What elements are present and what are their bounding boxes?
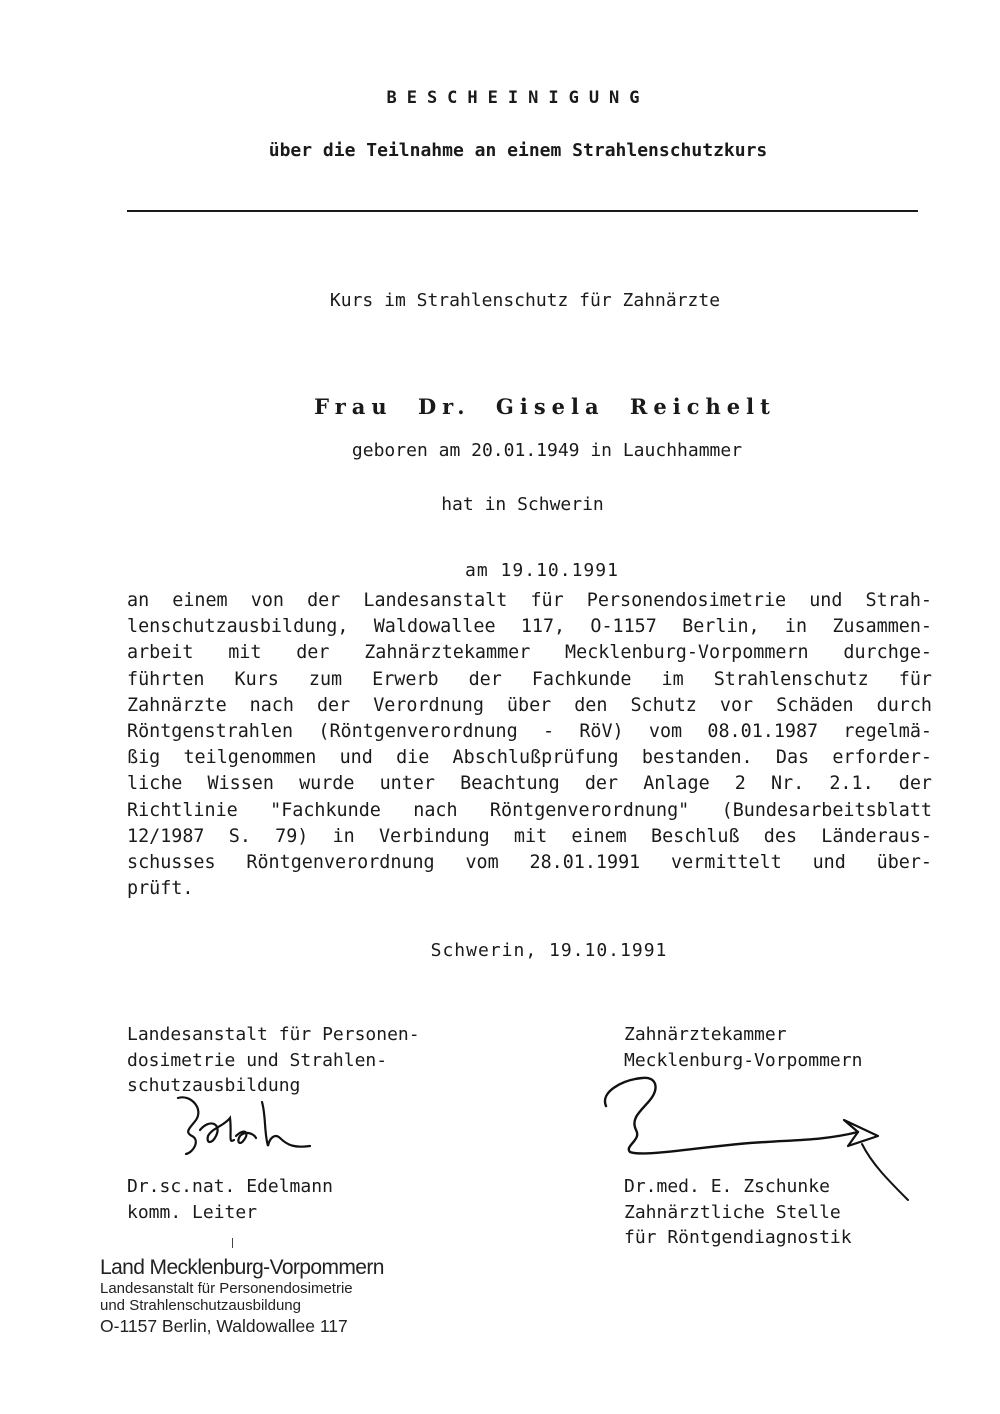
body-line: an einem von der Landesanstalt für Personendosimetrie und Strah- <box>127 590 932 611</box>
stamp-line: Land Mecklenburg-Vorpommern <box>100 1256 384 1279</box>
certificate-body <box>127 588 932 902</box>
body-line: Richtlinie "Fachkunde nach Röntgenverordnung" (Bundesarbeitsblatt <box>127 799 932 821</box>
title-divider <box>127 210 918 212</box>
course-name: Kurs im Strahlenschutz für Zahnärzte <box>329 290 721 311</box>
stamp-mark <box>232 1238 233 1248</box>
body-line: Röntgenstrahlen (Röntgenverordnung - RöV) vom 08.01.1987 regelmä- <box>127 721 932 743</box>
document-subtitle: über die Teilnahme an einem Strahlenschutzkurs <box>268 140 768 161</box>
signer-name: Dr.sc.nat. Edelmann <box>127 1176 333 1197</box>
right-organization <box>624 1022 862 1073</box>
place-line: hat in Schwerin <box>441 494 604 515</box>
org-line: Landesanstalt für Personen- <box>127 1024 420 1045</box>
body-line: arbeit mit der Zahnärztekammer Mecklenburg-Vorpommern durchge- <box>127 642 932 664</box>
org-line: dosimetrie und Strahlen- <box>127 1049 388 1071</box>
signer-title: komm. Leiter <box>127 1201 258 1223</box>
body-line: schusses Röntgenverordnung vom 28.01.1991 vermittelt und über- <box>127 852 932 874</box>
course-date: am 19.10.1991 <box>465 560 619 581</box>
signer-title: für Röntgendiagnostik <box>624 1227 852 1248</box>
org-line: Mecklenburg-Vorpommern <box>624 1049 863 1071</box>
person-name: Frau Dr. Gisela Reichelt <box>314 394 776 419</box>
document-title: BESCHEINIGUNG <box>386 88 650 108</box>
stamp-line: Landesanstalt für Personendosimetrie <box>100 1280 353 1297</box>
body-line: ßig teilgenommen und die Abschlußprüfung bestanden. Das erforder- <box>127 747 932 769</box>
org-line: Zahnärztekammer <box>624 1024 787 1045</box>
org-line: schutzausbildung <box>127 1075 301 1096</box>
body-line: Zahnärzte nach der Verordnung über den Schutz vor Schäden durch <box>127 694 932 716</box>
right-signatory <box>624 1174 852 1251</box>
place-and-date: Schwerin, 19.10.1991 <box>430 940 668 961</box>
signer-name: Dr.med. E. Zschunke <box>624 1176 830 1197</box>
body-line: 12/1987 S. 79) in Verbindung mit einem Beschluß des Länderaus- <box>127 825 932 847</box>
body-line: lenschutzausbildung, Waldowallee 117, O-1157 Berlin, in Zusammen- <box>127 616 932 638</box>
body-line: prüft. <box>127 878 194 900</box>
signer-title: Zahnärztliche Stelle <box>624 1201 841 1223</box>
stamp-line: und Strahlenschutzausbildung <box>100 1297 301 1314</box>
institution-stamp <box>100 1256 384 1338</box>
birth-line: geboren am 20.01.1949 in Lauchhammer <box>351 440 743 461</box>
body-line: führten Kurs zum Erwerb der Fachkunde im Strahlenschutz für <box>127 668 932 690</box>
left-signatory <box>127 1174 333 1225</box>
signature-edelmann <box>170 1088 320 1168</box>
body-line: liche Wissen wurde unter Beachtung der Anlage 2 Nr. 2.1. der <box>127 773 932 795</box>
stamp-line: O-1157 Berlin, Waldowallee 117 <box>100 1316 348 1336</box>
